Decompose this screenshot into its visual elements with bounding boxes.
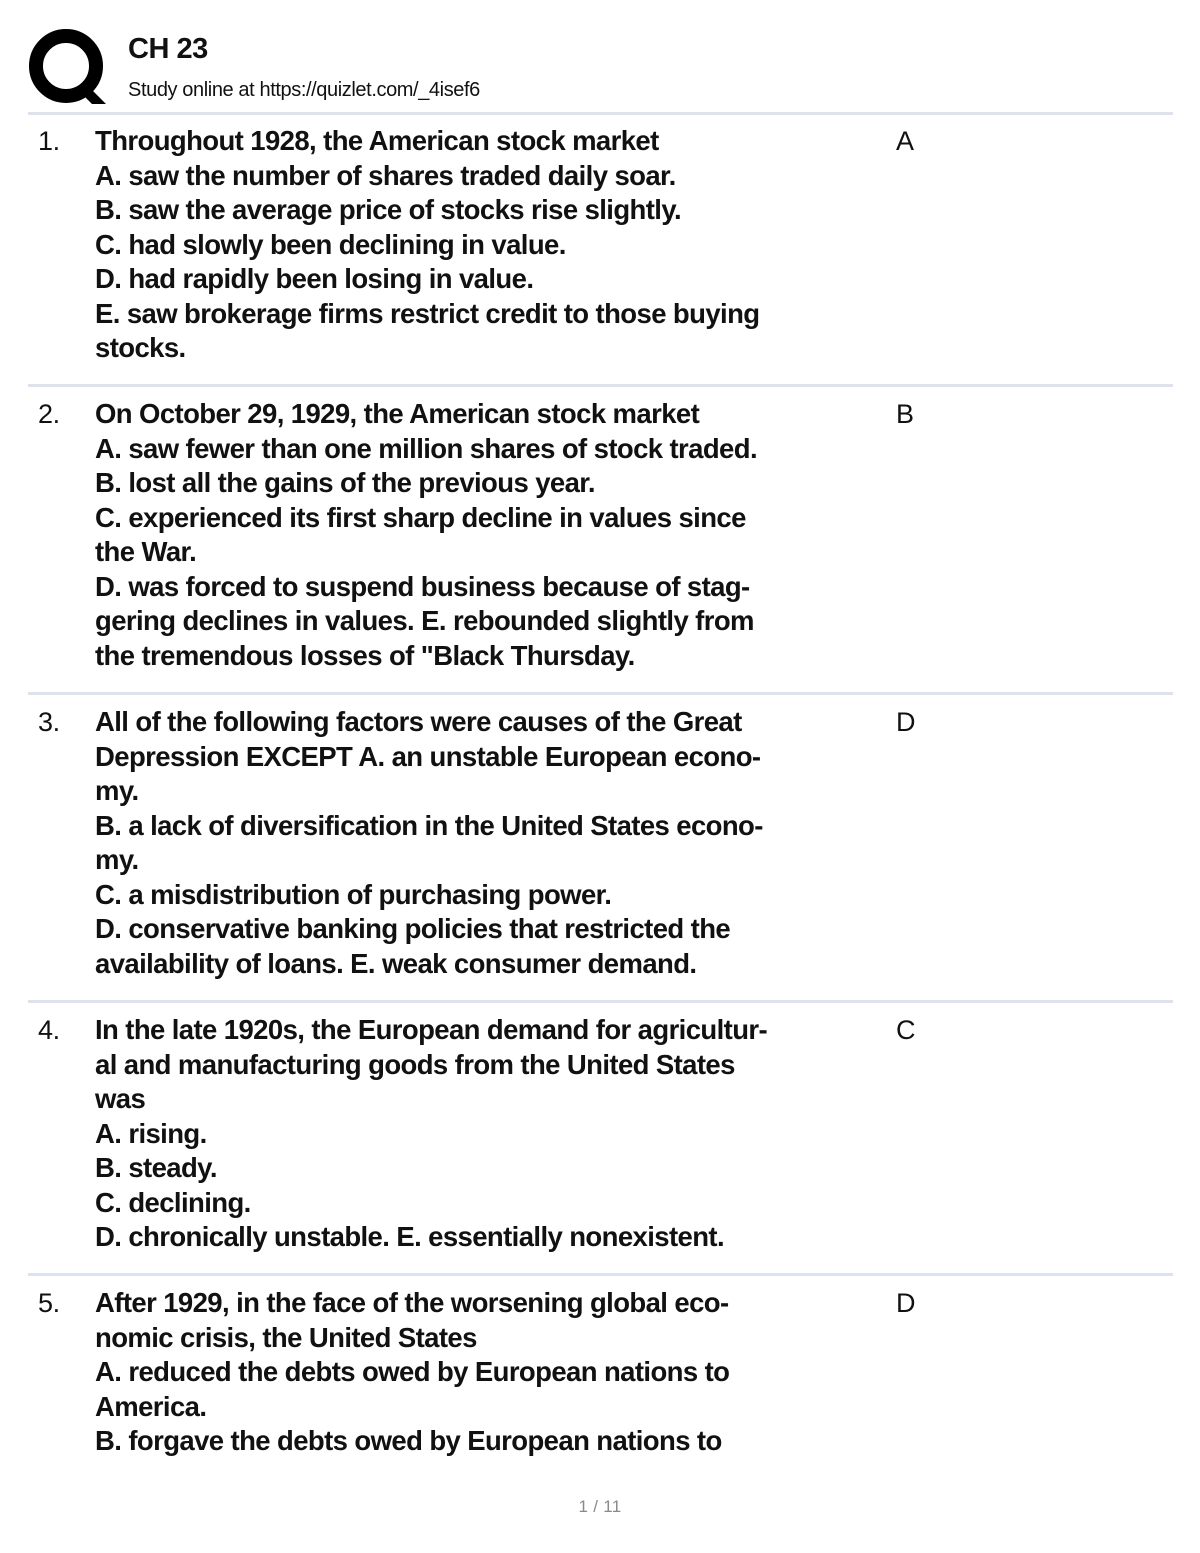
study-online-link[interactable]: Study online at https://quizlet.com/_4isef6 [128,79,480,101]
question-line: C. experienced its first sharp decline in values since [95,501,746,533]
question-line: All of the following factors were causes of the Great [95,706,742,737]
question-line: A. reduced the debts owed by European nations to [95,1356,730,1387]
card-answer: A [896,126,914,156]
card-question [95,124,890,366]
question-line: C. had slowly been declining in value. [95,228,566,260]
question-line: the tremendous losses of "Black Thursday. [95,639,635,671]
card-question [95,397,890,673]
question-line: B. a lack of diversification in the United States econo- [95,809,763,841]
question-line: After 1929, in the face of the worsening global eco- [95,1287,729,1318]
card-question [95,705,890,981]
question-line: On October 29, 1929, the American stock market [95,398,700,429]
question-line: stocks. [95,332,186,363]
question-line: C. a misdistribution of purchasing power. [95,878,612,910]
question-line: my. [95,775,139,806]
question-line: B. saw the average price of stocks rise slightly. [95,194,682,225]
card-question [95,1286,890,1459]
card-answer: B [896,399,914,429]
divider [28,112,1173,115]
question-line: America. [95,1390,207,1422]
question-line: A. rising. [95,1117,207,1149]
card-number: 1. [38,126,60,156]
divider [28,1273,1173,1276]
question-line: A. saw the number of shares traded daily soar. [95,159,676,191]
page-indicator: 1 / 11 [578,1497,622,1516]
question-line: C. declining. [95,1186,251,1218]
divider [28,384,1173,387]
card-answer: C [896,1015,916,1045]
card-answer: D [896,1288,916,1318]
question-line: Throughout 1928, the American stock market [95,125,659,156]
card-question [95,1013,890,1255]
question-line: Depression EXCEPT A. an unstable European econo- [95,740,761,772]
question-line: In the late 1920s, the European demand for agricultur- [95,1014,768,1045]
question-line: E. saw brokerage firms restrict credit to those buying [95,297,760,329]
page-header [0,0,1200,112]
question-line: my. [95,844,139,875]
question-line: D. was forced to suspend business because of stag- [95,570,750,602]
question-line: D. chronically unstable. E. essentially nonexistent. [95,1221,725,1252]
question-line: gering declines in values. E. rebounded slightly from [95,605,754,636]
question-line: was [95,1083,146,1114]
quizlet-logo-icon [28,28,108,108]
divider [28,692,1173,695]
question-line: nomic crisis, the United States [95,1321,477,1353]
card-number: 2. [38,399,60,429]
card-answer: D [896,707,916,737]
question-line: availability of loans. E. weak consumer demand. [95,947,697,979]
card-number: 4. [38,1015,60,1045]
question-line: D. conservative banking policies that restricted the [95,913,731,944]
question-line: D. had rapidly been losing in value. [95,263,534,294]
divider [28,1000,1173,1003]
question-line: al and manufacturing goods from the United States [95,1048,735,1080]
question-line: B. steady. [95,1152,217,1183]
question-line: the War. [95,536,197,567]
question-line: B. forgave the debts owed by European nations to [95,1425,722,1456]
card-number: 3. [38,707,60,737]
question-line: A. saw fewer than one million shares of stock traded. [95,432,757,464]
question-line: B. lost all the gains of the previous year. [95,467,595,498]
set-title: CH 23 [128,33,208,65]
card-number: 5. [38,1288,60,1318]
